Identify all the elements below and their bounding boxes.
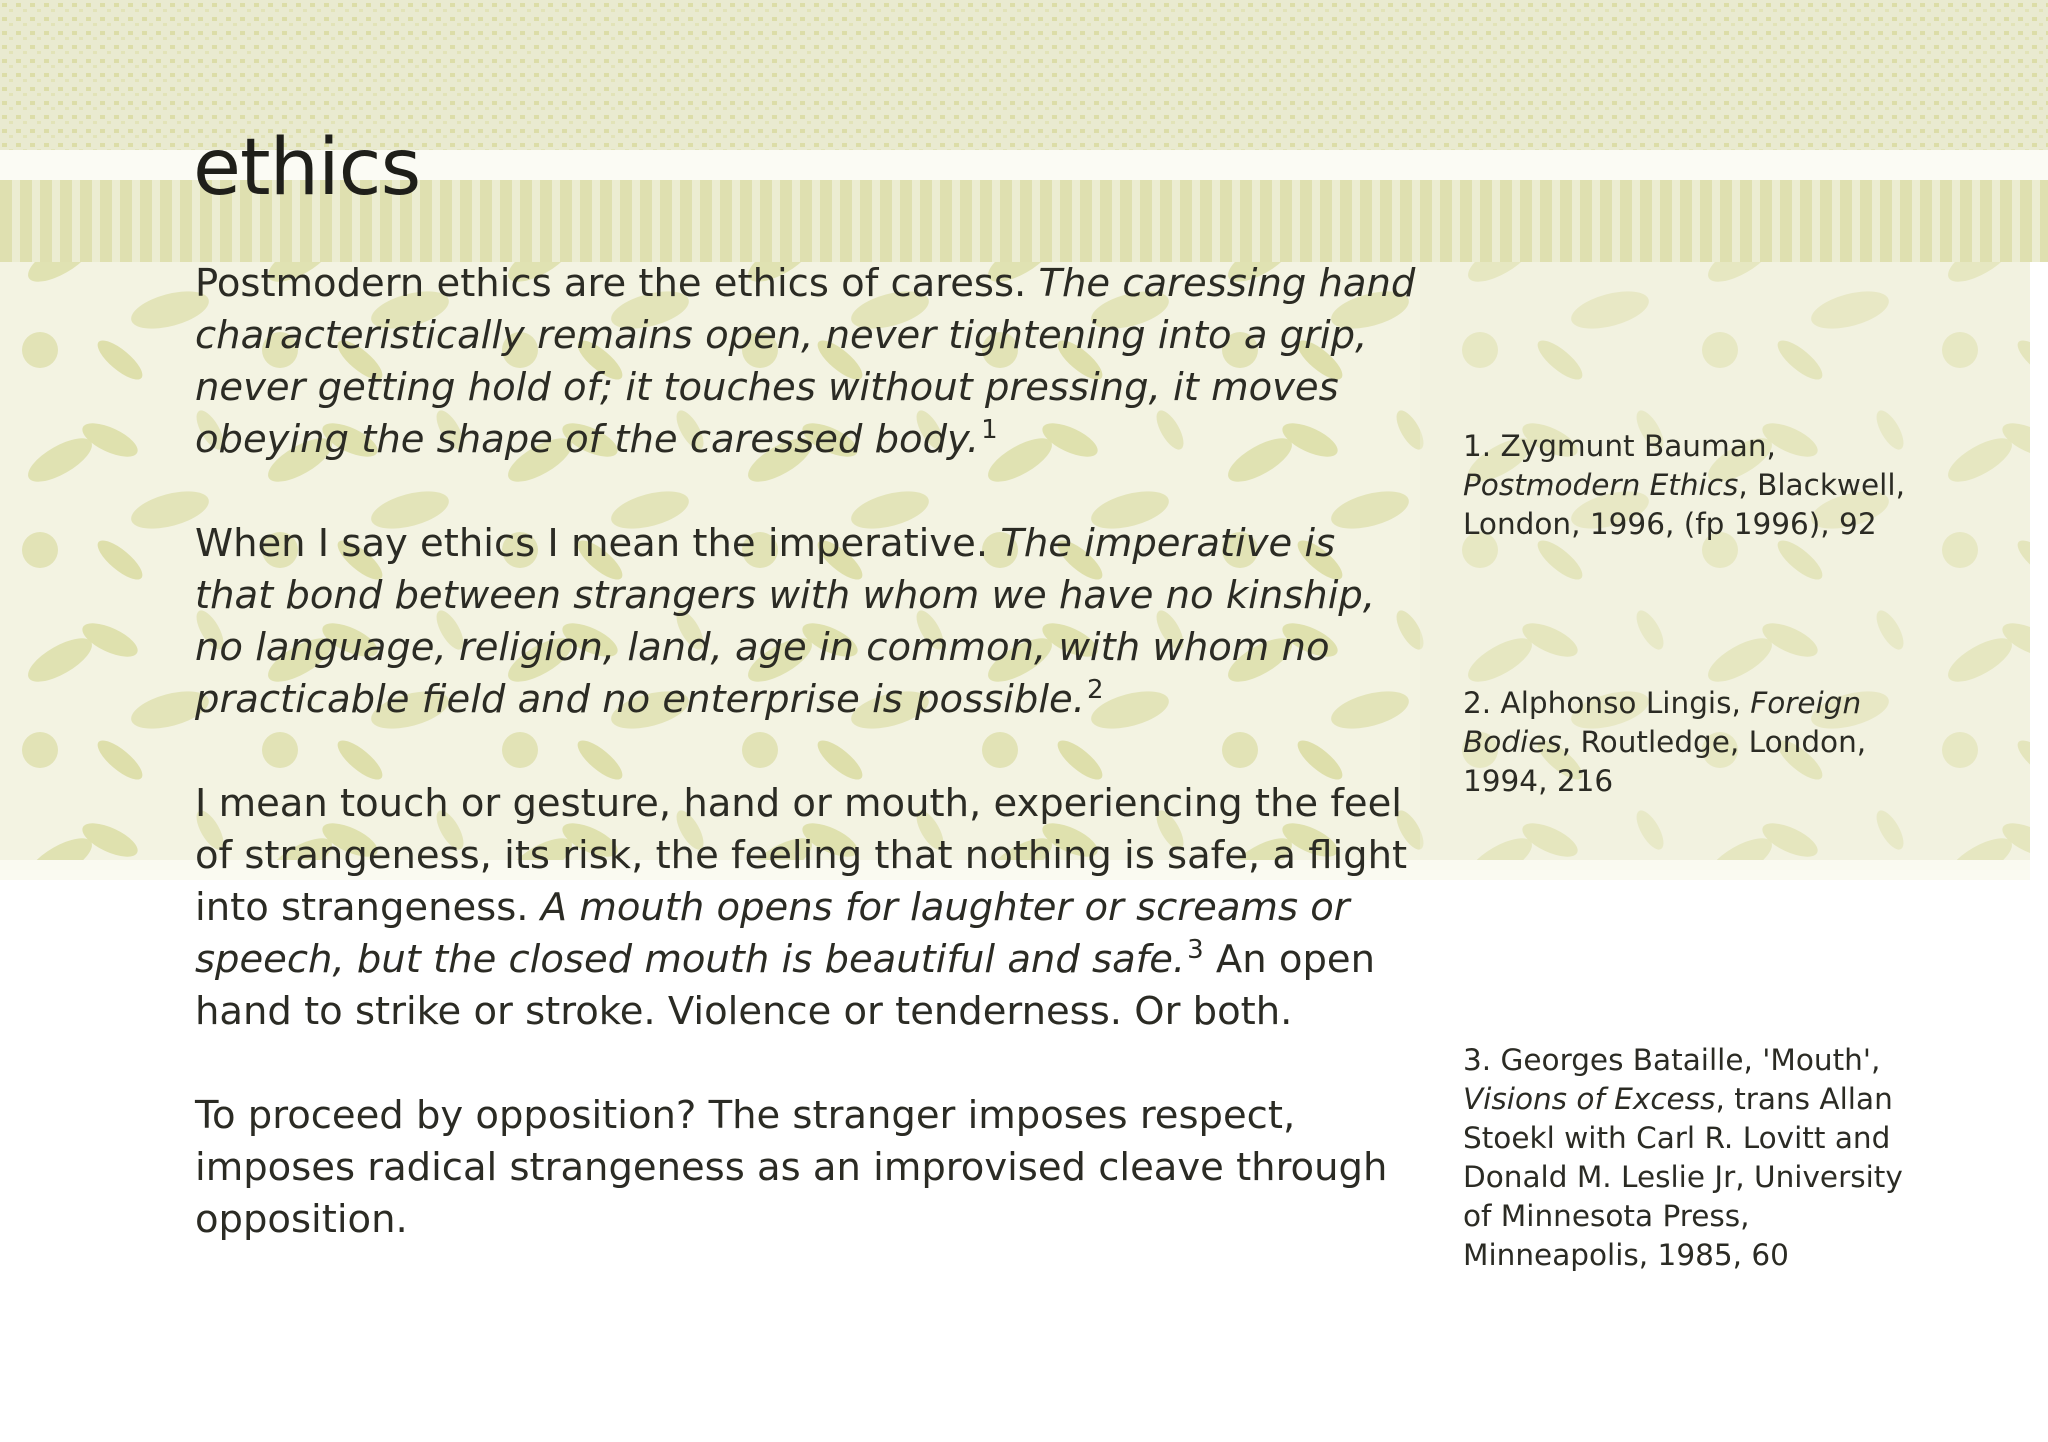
quotation: The imperative is that bond between strangers with whom we have no kinship, no language, religion, land, age in common, with whom no practicable field and no enterprise is possible. — [195, 521, 1376, 722]
footnote-title: Postmodern Ethics — [1463, 468, 1739, 502]
footnote-1 — [1463, 427, 1933, 544]
footnote-reference: 2 — [1086, 675, 1104, 705]
footnote-2 — [1463, 684, 1933, 801]
paragraph-text: I mean touch or gesture, hand or mouth, experiencing the feel of strangeness, its risk, the feeling that nothing is safe, a flight into strangeness. — [195, 781, 1408, 930]
footnote-prefix: 3. Georges Bataille, 'Mouth', — [1463, 1043, 1881, 1077]
footnote-prefix: 1. Zygmunt Bauman, — [1463, 429, 1776, 463]
paragraph-text: Postmodern ethics are the ethics of caress. — [195, 261, 1039, 306]
paragraph-text: When I say ethics I mean the imperative. — [195, 521, 1001, 566]
footnote-3 — [1463, 1041, 1933, 1275]
paragraph-text: To proceed by opposition? The stranger imposes respect, imposes radical strangeness as an improvised cleave through opposition. — [195, 1093, 1388, 1242]
paragraph-imperative — [195, 518, 1425, 726]
paragraph-touch — [195, 778, 1425, 1038]
paragraph-opposition — [195, 1090, 1425, 1246]
paragraph-text-tail: An open hand to strike or stroke. Violence or tenderness. Or both. — [195, 937, 1375, 1034]
footnote-prefix: 2. Alphonso Lingis, — [1463, 686, 1751, 720]
body-text — [195, 258, 1425, 1298]
footnote-suffix: , trans Allan Stoekl with Carl R. Lovitt and Donald M. Leslie Jr, University of Minnesota Press, Minneapolis, 1985, 60 — [1463, 1082, 1903, 1272]
page-title: ethics — [193, 123, 421, 213]
quotation: A mouth opens for laughter or screams or speech, but the closed mouth is beautiful and safe. — [195, 885, 1350, 982]
footnote-reference: 3 — [1187, 935, 1204, 965]
footnote-title: Foreign Bodies — [1463, 686, 1862, 759]
paragraph-caress — [195, 258, 1425, 466]
footnote-title: Visions of Excess — [1463, 1082, 1716, 1116]
footnote-reference: 1 — [981, 415, 998, 445]
footnote-suffix: , Blackwell, London, 1996, (fp 1996), 92 — [1463, 468, 1905, 541]
footnote-suffix: , Routledge, London, 1994, 216 — [1463, 725, 1867, 798]
quotation: The caressing hand characteristically remains open, never tightening into a grip, never getting hold of; it touches without pressing, it moves obeying the shape of the caressed body. — [195, 261, 1416, 462]
